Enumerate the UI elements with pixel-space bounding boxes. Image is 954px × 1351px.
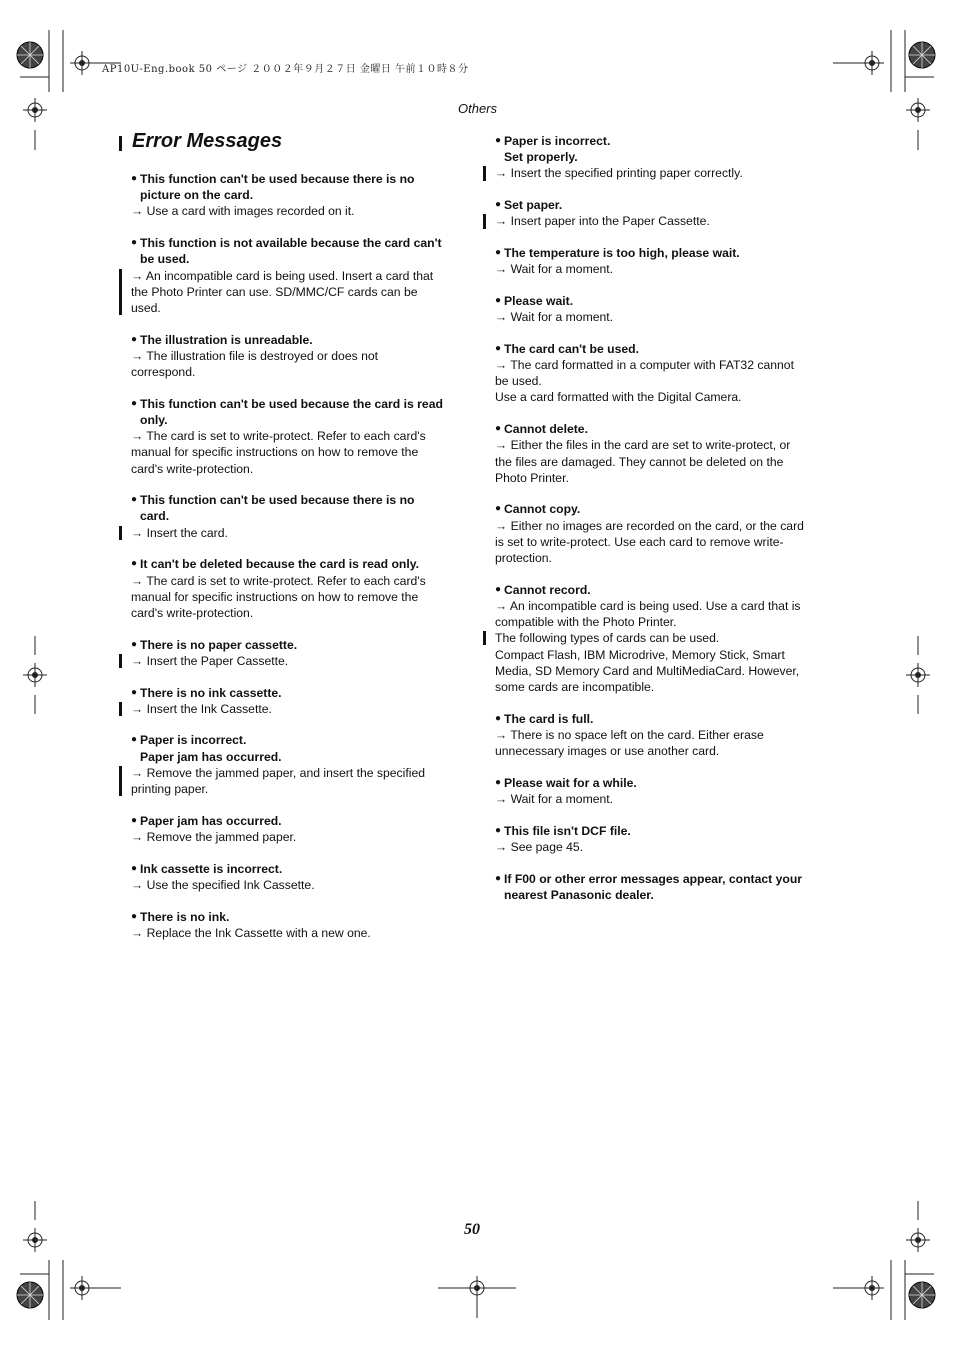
revision-bar: [119, 654, 122, 668]
error-message-line: only.: [140, 412, 168, 427]
bullet-icon: ●: [131, 814, 138, 826]
error-message: [131, 813, 461, 829]
remedy-line: used.: [131, 300, 161, 315]
error-entry: [131, 556, 461, 621]
bullet-icon: ●: [495, 342, 502, 354]
error-message-line: This function can't be used because there is no: [140, 493, 415, 508]
error-entry: [495, 197, 825, 229]
error-message: [131, 685, 461, 701]
bullet-icon: ●: [495, 423, 502, 435]
remedy-line: manual for specific instructions on how to remove the: [131, 589, 419, 604]
error-message: [131, 732, 461, 764]
bullet-icon: ●: [495, 135, 502, 146]
error-entry: [131, 685, 461, 717]
remedy-line: → Insert the specified printing paper correctly.: [495, 166, 743, 181]
right-column: [495, 133, 825, 919]
error-message: [131, 637, 461, 653]
revision-bar: [483, 631, 486, 645]
error-message-line: The card can't be used.: [504, 341, 639, 356]
remedy-text: [495, 518, 825, 567]
remedy-line: → Either no images are recorded on the card, or the card: [495, 518, 804, 533]
remedy-line: The following types of cards can be used.: [495, 631, 720, 646]
remedy-line: → The card is set to write-protect. Refer to each card's: [131, 573, 426, 588]
remedy-line: is set to write-protect. Use each card to remove write-: [495, 534, 784, 549]
error-message: [495, 823, 825, 839]
remedy-text: [495, 598, 825, 695]
bullet-icon: ●: [495, 294, 502, 306]
bullet-icon: ●: [495, 503, 502, 515]
remedy-text: [131, 653, 461, 669]
bullet-icon: ●: [131, 862, 138, 874]
error-entry: [495, 133, 825, 182]
bullet-icon: ●: [131, 734, 138, 746]
error-message: [495, 501, 825, 517]
page-title: Error Messages: [132, 130, 283, 152]
error-message-line: This function can't be used because the card is read: [140, 396, 443, 411]
remedy-line: → The card is set to write-protect. Refer to each card's: [131, 429, 426, 444]
error-message: [131, 171, 461, 203]
remedy-text: [131, 268, 461, 317]
revision-bar: [119, 269, 122, 316]
error-message-line: It can't be deleted because the card is read only.: [140, 557, 420, 572]
error-message: [131, 556, 461, 572]
error-message: [495, 582, 825, 598]
error-entry: [131, 909, 461, 941]
document-file-info: AP10U-Eng.book 50 ページ ２００２年９月２７日 金曜日 午前１０時８分: [102, 64, 469, 75]
error-entry: [495, 293, 825, 325]
remedy-line: → Wait for a moment.: [495, 792, 614, 806]
remedy-line: → An incompatible card is being used. Insert a card that: [131, 268, 434, 283]
remedy-line: correspond.: [131, 365, 196, 380]
remedy-line: card's write-protection.: [131, 461, 254, 476]
error-message-line: picture on the card.: [140, 188, 254, 203]
error-message-line: The card is full.: [504, 711, 594, 726]
error-message-line: This function can't be used because there is no: [140, 172, 415, 186]
error-entry: [131, 492, 461, 541]
error-entry: [495, 871, 825, 903]
error-entry: [495, 245, 825, 277]
remedy-line: unnecessary images or use another card.: [495, 744, 720, 759]
remedy-text: [131, 829, 461, 845]
error-message-line: Ink cassette is incorrect.: [140, 861, 283, 876]
remedy-line: → Wait for a moment.: [495, 310, 614, 325]
error-message-line: If F00 or other error messages appear, contact your: [504, 871, 803, 886]
bullet-icon: ●: [131, 333, 138, 345]
remedy-line: → The illustration file is destroyed or does not: [131, 348, 379, 363]
bullet-icon: ●: [495, 712, 502, 724]
remedy-text: [131, 428, 461, 477]
error-message-line: Please wait for a while.: [504, 775, 637, 790]
remedy-text: [131, 525, 461, 541]
error-entry: [131, 813, 461, 845]
error-entry: [495, 823, 825, 855]
error-message-line: This file isn't DCF file.: [504, 823, 631, 838]
remedy-line: the Photo Printer can use. SD/MMC/CF cards can be: [131, 284, 418, 299]
bullet-icon: ●: [131, 494, 138, 506]
error-message: [495, 293, 825, 309]
remedy-line: → Either the files in the card are set to write-protect, or: [495, 438, 791, 453]
error-entry: [131, 171, 461, 220]
error-message: [495, 197, 825, 213]
error-message: [131, 909, 461, 925]
error-entry: [131, 861, 461, 893]
bullet-icon: ●: [131, 237, 138, 249]
section-label: Others: [458, 101, 498, 116]
revision-bar: [119, 766, 122, 796]
error-message: [495, 775, 825, 791]
revision-bar: [119, 526, 122, 540]
remedy-line: → Use a card with images recorded on it.: [131, 204, 355, 219]
remedy-line: → Replace the Ink Cassette with a new one.: [131, 925, 371, 940]
error-message: [495, 133, 825, 165]
remedy-line: manual for specific instructions on how to remove the: [131, 445, 419, 460]
error-message-line: be used.: [140, 252, 190, 267]
remedy-line: → Remove the jammed paper.: [131, 830, 297, 844]
remedy-text: [131, 765, 461, 797]
error-message: [495, 871, 825, 903]
revision-bar: [483, 166, 486, 180]
bullet-icon: ●: [131, 686, 138, 698]
bullet-icon: ●: [495, 247, 502, 259]
page-number: 50: [464, 1221, 480, 1238]
bullet-icon: ●: [131, 173, 138, 184]
error-entry: [495, 582, 825, 695]
remedy-line: → An incompatible card is being used. Use a card that is: [495, 598, 801, 613]
bullet-icon: ●: [495, 872, 502, 884]
remedy-text: [495, 839, 825, 855]
remedy-line: printing paper.: [131, 782, 209, 797]
error-message: [131, 332, 461, 348]
remedy-line: → There is no space left on the card. Either erase: [495, 727, 764, 742]
bullet-icon: ●: [131, 397, 138, 409]
remedy-text: [495, 309, 825, 325]
error-message-line: The temperature is too high, please wait.: [504, 246, 740, 261]
remedy-line: → The card formatted in a computer with FAT32 cannot: [495, 358, 794, 373]
error-message-line: Set properly.: [504, 150, 578, 165]
remedy-text: [495, 791, 825, 807]
error-message: [131, 396, 461, 428]
error-message-line: There is no ink.: [140, 909, 230, 924]
error-message-line: There is no ink cassette.: [140, 685, 282, 700]
remedy-line: Compact Flash, IBM Microdrive, Memory Stick, Smart: [495, 647, 785, 662]
remedy-line: Media, SD Memory Card and MultiMediaCard. However,: [495, 663, 800, 678]
remedy-line: → Remove the jammed paper, and insert the specified: [131, 765, 426, 780]
error-entry: [131, 396, 461, 477]
error-message: [495, 245, 825, 261]
remedy-line: card's write-protection.: [131, 605, 254, 620]
error-message-line: This function is not available because the card can't: [140, 236, 442, 251]
remedy-line: the files are damaged. They cannot be deleted on the: [495, 454, 784, 469]
remedy-text: [495, 261, 825, 277]
bullet-icon: ●: [495, 583, 502, 595]
error-message: [495, 341, 825, 357]
error-message: [495, 711, 825, 727]
bullet-icon: ●: [131, 910, 138, 922]
error-message-line: Cannot delete.: [504, 422, 588, 437]
error-message-line: nearest Panasonic dealer.: [504, 887, 654, 902]
remedy-line: compatible with the Photo Printer.: [495, 615, 677, 630]
error-entry: [495, 421, 825, 486]
error-entry: [495, 775, 825, 807]
remedy-text: [495, 213, 825, 229]
error-message: [131, 235, 461, 267]
remedy-text: [131, 203, 461, 219]
remedy-line: → Insert the card.: [131, 525, 228, 540]
error-message: [131, 492, 461, 524]
bullet-icon: ●: [495, 776, 502, 788]
revision-bar: [119, 702, 122, 716]
remedy-text: [131, 573, 461, 622]
error-message-line: There is no paper cassette.: [140, 637, 298, 652]
remedy-text: [131, 701, 461, 717]
error-message-line: Paper jam has occurred.: [140, 813, 282, 828]
error-message: [131, 861, 461, 877]
remedy-line: be used.: [495, 374, 542, 389]
revision-bar: [483, 214, 486, 228]
error-message-line: Please wait.: [504, 293, 574, 308]
error-entry: [131, 235, 461, 316]
remedy-line: Use a card formatted with the Digital Camera.: [495, 390, 742, 405]
remedy-text: [131, 348, 461, 380]
bullet-icon: ●: [131, 558, 138, 570]
left-column: [131, 171, 461, 957]
error-message-line: Paper is incorrect.: [140, 733, 247, 748]
bullet-icon: ●: [131, 638, 138, 650]
remedy-line: Photo Printer.: [495, 470, 569, 485]
remedy-line: → See page 45.: [495, 839, 584, 854]
error-message-line: Paper jam has occurred.: [140, 749, 282, 764]
remedy-line: → Insert the Paper Cassette.: [131, 653, 289, 668]
remedy-text: [131, 877, 461, 893]
remedy-line: → Insert paper into the Paper Cassette.: [495, 214, 710, 229]
error-message-line: Cannot copy.: [504, 502, 581, 517]
remedy-text: [495, 165, 825, 181]
error-entry: [131, 637, 461, 669]
error-message-line: Paper is incorrect.: [504, 134, 611, 148]
remedy-text: [495, 437, 825, 486]
remedy-text: [495, 357, 825, 406]
error-message-line: Set paper.: [504, 198, 563, 213]
error-entry: [131, 732, 461, 797]
bullet-icon: ●: [495, 824, 502, 836]
remedy-text: [131, 925, 461, 941]
error-message-line: Cannot record.: [504, 582, 591, 597]
remedy-line: protection.: [495, 551, 552, 566]
error-entry: [495, 341, 825, 406]
error-entry: [131, 332, 461, 381]
error-message-line: card.: [140, 509, 170, 524]
title-marker-bar: [119, 136, 122, 151]
error-message: [495, 421, 825, 437]
error-entry: [495, 501, 825, 566]
remedy-line: some cards are incompatible.: [495, 679, 655, 694]
error-entry: [495, 711, 825, 760]
remedy-line: → Use the specified Ink Cassette.: [131, 877, 315, 892]
remedy-text: [495, 727, 825, 759]
remedy-line: → Wait for a moment.: [495, 262, 614, 277]
bullet-icon: ●: [495, 199, 502, 211]
remedy-line: → Insert the Ink Cassette.: [131, 701, 272, 716]
error-message-line: The illustration is unreadable.: [140, 332, 313, 347]
